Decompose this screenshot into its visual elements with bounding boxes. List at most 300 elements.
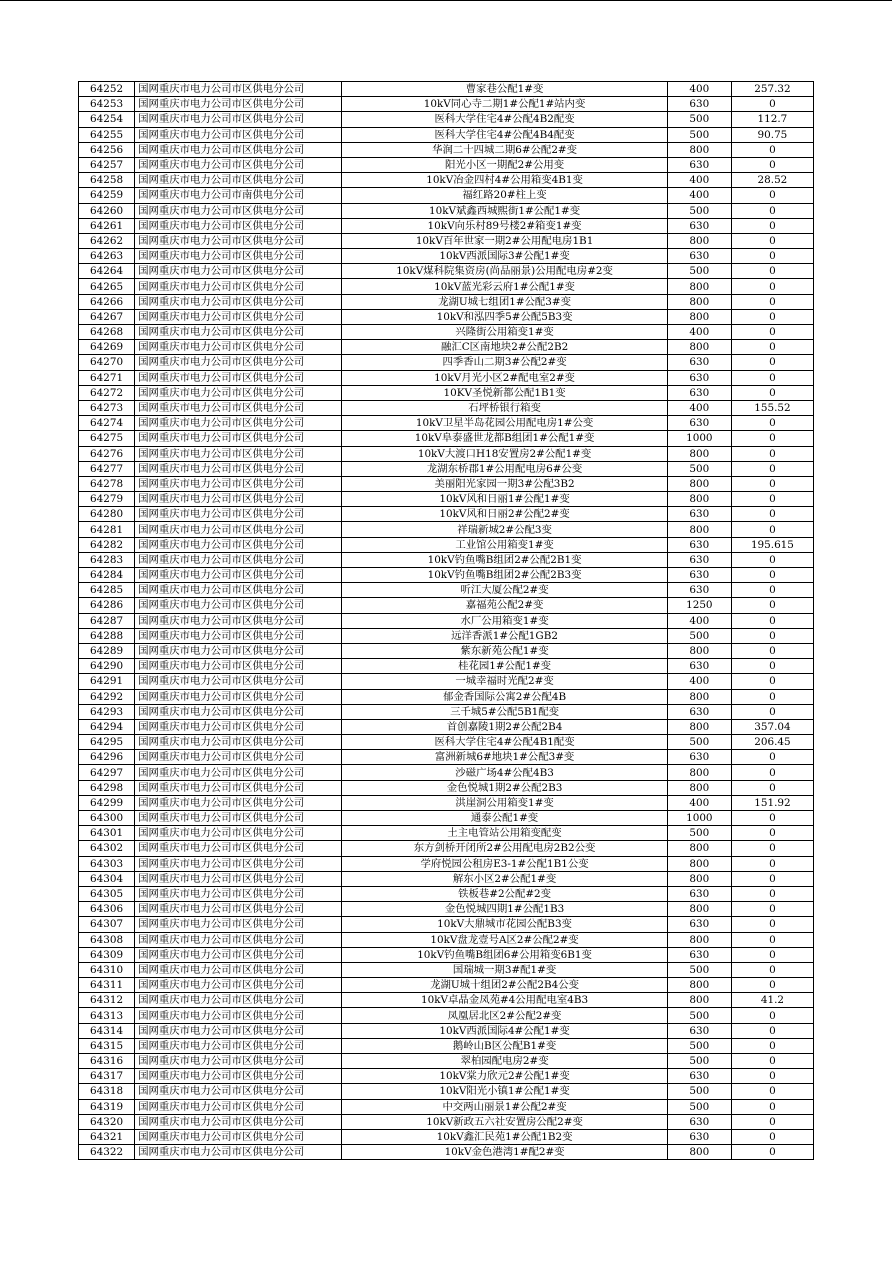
transformer-name-cell: 凤凰居北区2#公配2#变	[342, 1008, 667, 1023]
value-cell: 0	[731, 1023, 813, 1038]
row-id-cell: 64273	[79, 400, 135, 415]
capacity-cell: 800	[667, 978, 731, 993]
transformer-name-cell: 10kV煤科院集资房(尚品丽景)公用配电房#2变	[342, 264, 667, 279]
capacity-cell: 630	[667, 1069, 731, 1084]
capacity-cell: 800	[667, 780, 731, 795]
row-id-cell: 64271	[79, 370, 135, 385]
transformer-name-cell: 郁金香国际公寓2#公配4B	[342, 689, 667, 704]
table-row	[79, 1038, 814, 1053]
value-cell: 0	[731, 886, 813, 901]
capacity-cell: 400	[667, 613, 731, 628]
transformer-name-cell: 10kV和泓四季5#公配5B3变	[342, 309, 667, 324]
row-id-cell: 64287	[79, 613, 135, 628]
value-cell: 0	[731, 279, 813, 294]
table-row	[79, 811, 814, 826]
row-id-cell: 64297	[79, 765, 135, 780]
value-cell: 0	[731, 780, 813, 795]
transformer-name-cell: 融汇C区南地块2#公配2B2	[342, 340, 667, 355]
capacity-cell: 800	[667, 492, 731, 507]
table-row	[79, 522, 814, 537]
value-cell: 28.52	[731, 173, 813, 188]
company-cell: 国网重庆市电力公司市区供电分公司	[135, 476, 342, 491]
value-cell: 0	[731, 552, 813, 567]
row-id-cell: 64299	[79, 795, 135, 810]
capacity-cell: 630	[667, 507, 731, 522]
value-cell: 112.7	[731, 112, 813, 127]
row-id-cell: 64301	[79, 826, 135, 841]
capacity-cell: 630	[667, 583, 731, 598]
value-cell: 155.52	[731, 400, 813, 415]
capacity-cell: 500	[667, 127, 731, 142]
capacity-cell: 1000	[667, 811, 731, 826]
row-id-cell: 64261	[79, 218, 135, 233]
value-cell: 0	[731, 157, 813, 172]
company-cell: 国网重庆市电力公司市区供电分公司	[135, 461, 342, 476]
row-id-cell: 64313	[79, 1008, 135, 1023]
capacity-cell: 800	[667, 871, 731, 886]
company-cell: 国网重庆市电力公司市区供电分公司	[135, 1023, 342, 1038]
company-cell: 国网重庆市电力公司市区供电分公司	[135, 142, 342, 157]
capacity-cell: 630	[667, 886, 731, 901]
value-cell: 0	[731, 249, 813, 264]
capacity-cell: 500	[667, 461, 731, 476]
company-cell: 国网重庆市电力公司市区供电分公司	[135, 856, 342, 871]
capacity-cell: 800	[667, 233, 731, 248]
capacity-cell: 630	[667, 218, 731, 233]
value-cell: 0	[731, 1008, 813, 1023]
transformer-name-cell: 10kV同心寺二期1#公配1#站内变	[342, 97, 667, 112]
transformer-name-cell: 10kV蓝光彩云府1#公配1#变	[342, 279, 667, 294]
transformer-name-cell: 华润二十四城二期6#公配2#变	[342, 142, 667, 157]
transformer-name-cell: 听江大厦公配2#变	[342, 583, 667, 598]
transformer-name-cell: 远洋香派1#公配1GB2	[342, 628, 667, 643]
transformer-name-cell: 四季香山二期3#公配2#变	[342, 355, 667, 370]
company-cell: 国网重庆市电力公司市区供电分公司	[135, 1084, 342, 1099]
transformer-name-cell: 10kV卫星半岛花园公用配电房1#公变	[342, 416, 667, 431]
row-id-cell: 64277	[79, 461, 135, 476]
table-row	[79, 1054, 814, 1069]
value-cell: 0	[731, 1114, 813, 1129]
value-cell: 0	[731, 689, 813, 704]
company-cell: 国网重庆市电力公司市区供电分公司	[135, 568, 342, 583]
row-id-cell: 64317	[79, 1069, 135, 1084]
value-cell: 0	[731, 826, 813, 841]
value-cell: 0	[731, 203, 813, 218]
value-cell: 0	[731, 674, 813, 689]
value-cell: 0	[731, 355, 813, 370]
value-cell: 0	[731, 917, 813, 932]
row-id-cell: 64303	[79, 856, 135, 871]
capacity-cell: 500	[667, 1084, 731, 1099]
value-cell: 0	[731, 325, 813, 340]
company-cell: 国网重庆市电力公司市区供电分公司	[135, 750, 342, 765]
capacity-cell: 800	[667, 719, 731, 734]
row-id-cell: 64272	[79, 385, 135, 400]
table-row	[79, 157, 814, 172]
capacity-cell: 630	[667, 385, 731, 400]
company-cell: 国网重庆市电力公司市区供电分公司	[135, 203, 342, 218]
transformer-name-cell: 医科大学住宅4#公配4B1配变	[342, 735, 667, 750]
table-row	[79, 112, 814, 127]
row-id-cell: 64274	[79, 416, 135, 431]
transformer-name-cell: 10kV冶金四村4#公用箱变4B1变	[342, 173, 667, 188]
value-cell: 0	[731, 1038, 813, 1053]
row-id-cell: 64284	[79, 568, 135, 583]
row-id-cell: 64302	[79, 841, 135, 856]
company-cell: 国网重庆市电力公司市区供电分公司	[135, 370, 342, 385]
row-id-cell: 64319	[79, 1099, 135, 1114]
row-id-cell: 64289	[79, 643, 135, 658]
company-cell: 国网重庆市电力公司市区供电分公司	[135, 112, 342, 127]
transformer-name-cell: 10kV盘龙壹号A区2#公配2#变	[342, 932, 667, 947]
table-row	[79, 719, 814, 734]
table-row	[79, 97, 814, 112]
table-row	[79, 537, 814, 552]
transformer-name-cell: 10kV钓鱼嘴B组团6#公用箱变6B1变	[342, 947, 667, 962]
table-row	[79, 340, 814, 355]
row-id-cell: 64262	[79, 233, 135, 248]
row-id-cell: 64316	[79, 1054, 135, 1069]
capacity-cell: 400	[667, 325, 731, 340]
value-cell: 0	[731, 1084, 813, 1099]
company-cell: 国网重庆市电力公司市区供电分公司	[135, 932, 342, 947]
capacity-cell: 630	[667, 704, 731, 719]
transformer-name-cell: 10kV西派国际4#公配1#变	[342, 1023, 667, 1038]
company-cell: 国网重庆市电力公司市区供电分公司	[135, 826, 342, 841]
transformer-name-cell: 10kV风和日丽1#公配1#变	[342, 492, 667, 507]
table-row	[79, 735, 814, 750]
table-row	[79, 689, 814, 704]
table-row	[79, 750, 814, 765]
row-id-cell: 64256	[79, 142, 135, 157]
transformer-name-cell: 10kV新政五六社安置房公配2#变	[342, 1114, 667, 1129]
capacity-cell: 500	[667, 628, 731, 643]
value-cell: 0	[731, 704, 813, 719]
value-cell: 0	[731, 1069, 813, 1084]
row-id-cell: 64292	[79, 689, 135, 704]
row-id-cell: 64258	[79, 173, 135, 188]
transformer-name-cell: 翠柏园配电房2#变	[342, 1054, 667, 1069]
transformer-name-cell: 水厂公用箱变1#变	[342, 613, 667, 628]
row-id-cell: 64305	[79, 886, 135, 901]
value-cell: 0	[731, 932, 813, 947]
capacity-cell: 800	[667, 841, 731, 856]
table-row	[79, 127, 814, 142]
table-row	[79, 370, 814, 385]
table-row	[79, 476, 814, 491]
capacity-cell: 800	[667, 279, 731, 294]
table-row	[79, 492, 814, 507]
company-cell: 国网重庆市电力公司市区供电分公司	[135, 249, 342, 264]
capacity-cell: 800	[667, 522, 731, 537]
table-row	[79, 902, 814, 917]
table-row	[79, 249, 814, 264]
company-cell: 国网重庆市电力公司市区供电分公司	[135, 492, 342, 507]
transformer-name-cell: 桂花园1#公配1#变	[342, 659, 667, 674]
table-row	[79, 142, 814, 157]
row-id-cell: 64282	[79, 537, 135, 552]
capacity-cell: 400	[667, 173, 731, 188]
capacity-cell: 630	[667, 416, 731, 431]
company-cell: 国网重庆市电力公司市区供电分公司	[135, 643, 342, 658]
transformer-name-cell: 国瑞城一期3#配1#变	[342, 962, 667, 977]
value-cell: 0	[731, 309, 813, 324]
transformer-name-cell: 金色悦城1期2#公配2B3	[342, 780, 667, 795]
company-cell: 国网重庆市电力公司市区供电分公司	[135, 82, 342, 97]
table-row	[79, 355, 814, 370]
transformer-name-cell: 嘉福苑公配2#变	[342, 598, 667, 613]
value-cell: 0	[731, 613, 813, 628]
transformer-name-cell: 10kV阜泰盛世龙都B组团1#公配1#变	[342, 431, 667, 446]
capacity-cell: 800	[667, 340, 731, 355]
row-id-cell: 64254	[79, 112, 135, 127]
table-row	[79, 325, 814, 340]
row-id-cell: 64269	[79, 340, 135, 355]
table-row	[79, 598, 814, 613]
company-cell: 国网重庆市电力公司市区供电分公司	[135, 127, 342, 142]
capacity-cell: 800	[667, 446, 731, 461]
capacity-cell: 800	[667, 309, 731, 324]
transformer-name-cell: 富洲新城6#地块1#公配3#变	[342, 750, 667, 765]
value-cell: 0	[731, 476, 813, 491]
transformer-name-cell: 祥瑞新城2#公配3变	[342, 522, 667, 537]
table-row	[79, 416, 814, 431]
row-id-cell: 64306	[79, 902, 135, 917]
transformer-name-cell: 10kV月光小区2#配电室2#变	[342, 370, 667, 385]
company-cell: 国网重庆市电力公司市区供电分公司	[135, 765, 342, 780]
row-id-cell: 64293	[79, 704, 135, 719]
value-cell: 41.2	[731, 993, 813, 1008]
table-row	[79, 309, 814, 324]
table-row	[79, 993, 814, 1008]
table-row	[79, 583, 814, 598]
transformer-name-cell: 曹家巷公配1#变	[342, 82, 667, 97]
row-id-cell: 64294	[79, 719, 135, 734]
table-row	[79, 568, 814, 583]
capacity-cell: 500	[667, 1099, 731, 1114]
transformer-table	[78, 81, 814, 1160]
capacity-cell: 500	[667, 1054, 731, 1069]
capacity-cell: 500	[667, 735, 731, 750]
row-id-cell: 64275	[79, 431, 135, 446]
transformer-name-cell: 通泰公配1#变	[342, 811, 667, 826]
company-cell: 国网重庆市电力公司市区供电分公司	[135, 385, 342, 400]
table-row	[79, 461, 814, 476]
table-row	[79, 795, 814, 810]
company-cell: 国网重庆市电力公司市区供电分公司	[135, 811, 342, 826]
table-row	[79, 1023, 814, 1038]
transformer-name-cell: 三千城5#公配5B1配变	[342, 704, 667, 719]
table-row	[79, 704, 814, 719]
transformer-name-cell: 10kV鑫汇民苑1#公配1B2变	[342, 1129, 667, 1144]
value-cell: 0	[731, 294, 813, 309]
capacity-cell: 630	[667, 917, 731, 932]
company-cell: 国网重庆市电力公司市区供电分公司	[135, 97, 342, 112]
transformer-name-cell: 阳光小区一期配2#公用变	[342, 157, 667, 172]
capacity-cell: 500	[667, 264, 731, 279]
company-cell: 国网重庆市电力公司市区供电分公司	[135, 325, 342, 340]
table-row	[79, 188, 814, 203]
transformer-name-cell: 福红路20#柱上变	[342, 188, 667, 203]
capacity-cell: 500	[667, 962, 731, 977]
row-id-cell: 64263	[79, 249, 135, 264]
capacity-cell: 800	[667, 765, 731, 780]
transformer-name-cell: 龙湖U城七组团1#公配3#变	[342, 294, 667, 309]
table-row	[79, 264, 814, 279]
transformer-name-cell: 工业馆公用箱变1#变	[342, 537, 667, 552]
table-row	[79, 917, 814, 932]
capacity-cell: 800	[667, 902, 731, 917]
value-cell: 0	[731, 628, 813, 643]
capacity-cell: 630	[667, 157, 731, 172]
company-cell: 国网重庆市电力公司市区供电分公司	[135, 340, 342, 355]
capacity-cell: 630	[667, 568, 731, 583]
company-cell: 国网重庆市电力公司市区供电分公司	[135, 841, 342, 856]
company-cell: 国网重庆市电力公司市区供电分公司	[135, 628, 342, 643]
company-cell: 国网重庆市电力公司市区供电分公司	[135, 522, 342, 537]
row-id-cell: 64264	[79, 264, 135, 279]
row-id-cell: 64278	[79, 476, 135, 491]
row-id-cell: 64257	[79, 157, 135, 172]
value-cell: 151.92	[731, 795, 813, 810]
transformer-name-cell: 中交两山丽景1#公配2#变	[342, 1099, 667, 1114]
row-id-cell: 64255	[79, 127, 135, 142]
row-id-cell: 64296	[79, 750, 135, 765]
row-id-cell: 64320	[79, 1114, 135, 1129]
value-cell: 0	[731, 233, 813, 248]
value-cell: 0	[731, 871, 813, 886]
transformer-name-cell: 首创嘉陵1期2#公配2B4	[342, 719, 667, 734]
table-row	[79, 841, 814, 856]
table-row	[79, 385, 814, 400]
company-cell: 国网重庆市电力公司市区供电分公司	[135, 719, 342, 734]
value-cell: 0	[731, 841, 813, 856]
row-id-cell: 64281	[79, 522, 135, 537]
table-row	[79, 947, 814, 962]
value-cell: 0	[731, 659, 813, 674]
company-cell: 国网重庆市电力公司市区供电分公司	[135, 309, 342, 324]
value-cell: 0	[731, 1054, 813, 1069]
table-row	[79, 431, 814, 446]
row-id-cell: 64280	[79, 507, 135, 522]
company-cell: 国网重庆市电力公司市区供电分公司	[135, 962, 342, 977]
value-cell: 0	[731, 583, 813, 598]
row-id-cell: 64307	[79, 917, 135, 932]
company-cell: 国网重庆市电力公司市区供电分公司	[135, 1145, 342, 1160]
table-row	[79, 780, 814, 795]
table-row	[79, 446, 814, 461]
transformer-name-cell: 10kV钓鱼嘴B组团2#公配2B3变	[342, 568, 667, 583]
company-cell: 国网重庆市电力公司市区供电分公司	[135, 416, 342, 431]
capacity-cell: 630	[667, 370, 731, 385]
value-cell: 0	[731, 643, 813, 658]
transformer-name-cell: 解东小区2#公配1#变	[342, 871, 667, 886]
row-id-cell: 64300	[79, 811, 135, 826]
row-id-cell: 64304	[79, 871, 135, 886]
company-cell: 国网重庆市电力公司市区供电分公司	[135, 1099, 342, 1114]
transformer-name-cell: 医科大学住宅4#公配4B4配变	[342, 127, 667, 142]
row-id-cell: 64285	[79, 583, 135, 598]
value-cell: 0	[731, 978, 813, 993]
table-row	[79, 765, 814, 780]
table-row	[79, 856, 814, 871]
row-id-cell: 64308	[79, 932, 135, 947]
company-cell: 国网重庆市电力公司市区供电分公司	[135, 780, 342, 795]
table-row	[79, 643, 814, 658]
capacity-cell: 630	[667, 1114, 731, 1129]
table-row	[79, 507, 814, 522]
row-id-cell: 64321	[79, 1129, 135, 1144]
company-cell: 国网重庆市电力公司市区供电分公司	[135, 1069, 342, 1084]
capacity-cell: 630	[667, 659, 731, 674]
table-body	[79, 82, 814, 1160]
capacity-cell: 800	[667, 643, 731, 658]
transformer-name-cell: 10kV大鼎城市花园公配B3变	[342, 917, 667, 932]
capacity-cell: 500	[667, 203, 731, 218]
transformer-name-cell: 兴隆街公用箱变1#变	[342, 325, 667, 340]
row-id-cell: 64252	[79, 82, 135, 97]
table-row	[79, 871, 814, 886]
value-cell: 206.45	[731, 735, 813, 750]
company-cell: 国网重庆市电力公司市区供电分公司	[135, 795, 342, 810]
transformer-name-cell: 10kV风和日丽2#公配2#变	[342, 507, 667, 522]
transformer-name-cell: 金色悦城四期1#公配1B3	[342, 902, 667, 917]
company-cell: 国网重庆市电力公司市区供电分公司	[135, 613, 342, 628]
value-cell: 357.04	[731, 719, 813, 734]
table-row	[79, 82, 814, 97]
row-id-cell: 64288	[79, 628, 135, 643]
transformer-name-cell: 10KV圣悦新都公配1B1变	[342, 385, 667, 400]
row-id-cell: 64311	[79, 978, 135, 993]
value-cell: 0	[731, 264, 813, 279]
transformer-name-cell: 一城幸福时光配2#变	[342, 674, 667, 689]
table-row	[79, 659, 814, 674]
company-cell: 国网重庆市电力公司市区供电分公司	[135, 978, 342, 993]
transformer-name-cell: 10kV大渡口H18安置房2#公配1#变	[342, 446, 667, 461]
transformer-name-cell: 石坪桥银行箱变	[342, 400, 667, 415]
company-cell: 国网重庆市电力公司市区供电分公司	[135, 264, 342, 279]
table-row	[79, 1008, 814, 1023]
company-cell: 国网重庆市电力公司市区供电分公司	[135, 674, 342, 689]
company-cell: 国网重庆市电力公司市区供电分公司	[135, 886, 342, 901]
row-id-cell: 64265	[79, 279, 135, 294]
value-cell: 0	[731, 1145, 813, 1160]
table-row	[79, 400, 814, 415]
company-cell: 国网重庆市电力公司市区供电分公司	[135, 173, 342, 188]
capacity-cell: 1250	[667, 598, 731, 613]
transformer-name-cell: 龙湖U城十组团2#公配2B4公变	[342, 978, 667, 993]
value-cell: 0	[731, 431, 813, 446]
capacity-cell: 500	[667, 1008, 731, 1023]
company-cell: 国网重庆市电力公司市区供电分公司	[135, 659, 342, 674]
capacity-cell: 500	[667, 826, 731, 841]
row-id-cell: 64270	[79, 355, 135, 370]
transformer-name-cell: 10kV斌鑫西城熙街1#公配1#变	[342, 203, 667, 218]
table-row	[79, 1145, 814, 1160]
transformer-name-cell: 10kV金色港湾1#配2#变	[342, 1145, 667, 1160]
row-id-cell: 64322	[79, 1145, 135, 1160]
value-cell: 0	[731, 856, 813, 871]
row-id-cell: 64283	[79, 552, 135, 567]
capacity-cell: 630	[667, 1023, 731, 1038]
value-cell: 0	[731, 340, 813, 355]
value-cell: 0	[731, 522, 813, 537]
company-cell: 国网重庆市电力公司市区供电分公司	[135, 704, 342, 719]
company-cell: 国网重庆市电力公司市区供电分公司	[135, 947, 342, 962]
company-cell: 国网重庆市电力公司市区供电分公司	[135, 233, 342, 248]
transformer-name-cell: 学府悦园公租房E3-1#公配1B1公变	[342, 856, 667, 871]
capacity-cell: 800	[667, 856, 731, 871]
